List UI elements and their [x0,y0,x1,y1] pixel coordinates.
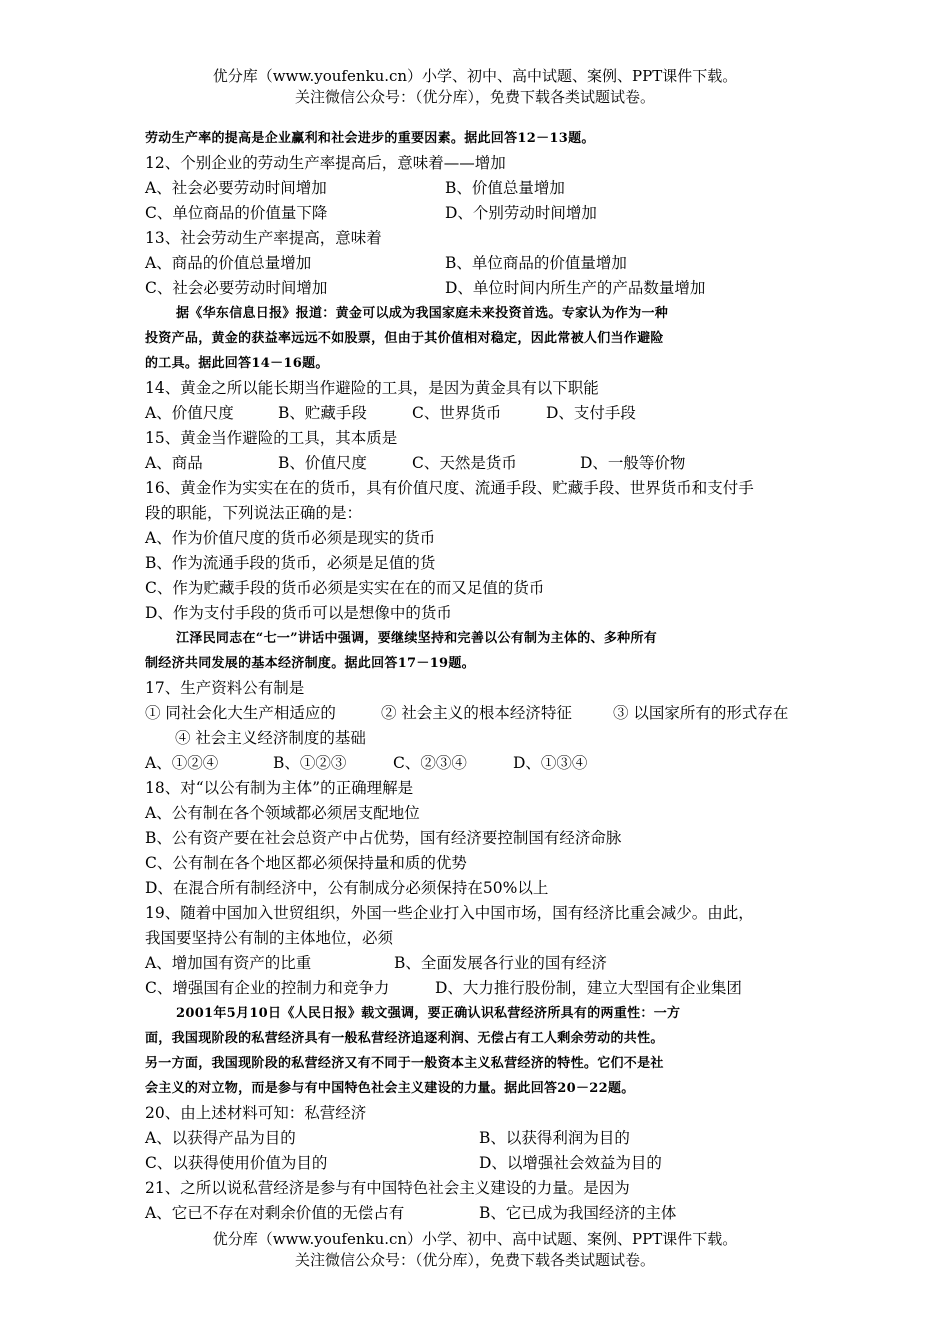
q13-option-a: A、商品的价值总量增加 [145,254,312,272]
q15-option-b: B、价值尺度 [278,454,367,472]
q16-option-c: C、作为贮藏手段的货币必须是实实在在的而又足值的货币 [145,579,545,597]
q21-option-b: B、它已成为我国经济的主体 [479,1204,677,1222]
q17-items-row [145,701,810,726]
q16-stem-line-1: 16、黄金作为实实在在的货币，具有价值尺度、流通手段、贮藏手段、世界货币和支付手 [145,479,754,497]
material-4-line-2: 面，我国现阶段的私营经济具有一般私营经济追逐利润、无偿占有工人剩余劳动的共性。 [145,1031,664,1046]
material-3-line-1: 江泽民同志在“七一”讲话中强调，要继续坚持和完善以公有制为主体的、多种所有 [176,631,658,646]
q19-stem-line-1: 19、随着中国加入世贸组织，外国一些企业打入中国市场，国有经济比重会减少。由此， [145,904,754,922]
q21-stem: 21、之所以说私营经济是参与有中国特色社会主义建设的力量。是因为 [145,1179,630,1197]
q17-item-1: ① 同社会化大生产相适应的 [145,704,336,722]
material-4-line-4: 会主义的对立物，而是参与有中国特色社会主义建设的力量。据此回答20－22题。 [145,1081,635,1096]
q15-option-d: D、一般等价物 [580,454,686,472]
q14-option-d: D、支付手段 [546,404,636,422]
q15-option-a: A、商品 [145,454,203,472]
header-line-2: 关注微信公众号：（优分库），免费下载各类试题试卷。 [294,88,655,106]
q12-row-ab [145,176,810,201]
page-header [0,66,950,108]
q20-row-ab [145,1126,810,1151]
q18-option-d: D、在混合所有制经济中，公有制成分必须保持在50%以上 [145,879,549,897]
q15-options [145,451,810,476]
q16-option-a: A、作为价值尺度的货币必须是现实的货币 [145,529,436,547]
q18-option-b: B、公有资产要在社会总资产中占优势，国有经济要控制国有经济命脉 [145,829,622,847]
q20-option-d: D、以增强社会效益为目的 [479,1154,662,1172]
q14-option-c: C、世界货币 [412,404,502,422]
q13-row-ab [145,251,810,276]
q18-stem: 18、对“以公有制为主体”的正确理解是 [145,779,414,797]
q19-stem-line-2: 我国要坚持公有制的主体地位，必须 [145,929,394,947]
q21-option-a: A、它已不存在对剩余价值的无偿占有 [145,1204,405,1222]
q12-option-c: C、单位商品的价值量下降 [145,204,328,222]
q12-row-cd [145,201,810,226]
q13-option-c: C、社会必要劳动时间增加 [145,279,328,297]
q17-item-3: ③ 以国家所有的形式存在 [613,704,789,722]
q14-option-a: A、价值尺度 [145,404,234,422]
q14-options [145,401,810,426]
q16-option-b: B、作为流通手段的货币，必须是足值的货 [145,554,436,572]
q18-option-c: C、公有制在各个地区都必须保持量和质的优势 [145,854,467,872]
q15-option-c: C、天然是货币 [412,454,517,472]
q19-option-b: B、全面发展各行业的国有经济 [394,954,607,972]
material-4-line-1: 2001年5月10日《人民日报》载文强调，要正确认识私营经济所具有的两重性：一方 [176,1006,681,1021]
q16-stem-line-2: 段的职能，下列说法正确的是： [145,504,363,522]
material-2-line-3: 的工具。据此回答14－16题。 [145,356,329,371]
q19-row-ab [145,951,810,976]
material-4-line-3: 另一方面，我国现阶段的私营经济又有不同于一般资本主义私营经济的特性。它们不是社 [145,1056,664,1071]
q12-option-d: D、个别劳动时间增加 [445,204,597,222]
q12-option-b: B、价值总量增加 [445,179,565,197]
q16-option-d: D、作为支付手段的货币可以是想像中的货币 [145,604,452,622]
q20-stem: 20、由上述材料可知：私营经济 [145,1104,367,1122]
q17-option-c: C、②③④ [393,754,467,772]
material-2-line-2: 投资产品，黄金的获益率远远不如股票，但由于其价值相对稳定，因此常被人们当作避险 [145,331,664,346]
q17-stem: 17、生产资料公有制是 [145,679,305,697]
q21-row-ab [145,1201,810,1226]
q20-option-a: A、以获得产品为目的 [145,1129,296,1147]
q15-stem: 15、黄金当作避险的工具，其本质是 [145,429,398,447]
header-line-1: 优分库（www.youfenku.cn）小学、初中、高中试题、案例、PPT课件下载。 [212,67,738,85]
q17-item-4: ④ 社会主义经济制度的基础 [175,729,366,747]
q19-option-d: D、大力推行股份制，建立大型国有企业集团 [435,979,742,997]
q18-option-a: A、公有制在各个领域都必须居支配地位 [145,804,420,822]
q19-option-a: A、增加国有资产的比重 [145,954,312,972]
q17-option-a: A、①②④ [145,754,219,772]
q17-item-2: ② 社会主义的根本经济特征 [381,704,572,722]
q13-option-b: B、单位商品的价值量增加 [445,254,627,272]
q17-option-b: B、①②③ [273,754,347,772]
q13-stem: 13、社会劳动生产率提高，意味着 [145,229,382,247]
q20-row-cd [145,1151,810,1176]
q13-option-d: D、单位时间内所生产的产品数量增加 [445,279,706,297]
q12-stem: 12、个别企业的劳动生产率提高后，意味着——增加 [145,154,506,172]
footer-line-1: 优分库（www.youfenku.cn）小学、初中、高中试题、案例、PPT课件下载。 [212,1230,738,1248]
footer-line-2: 关注微信公众号：（优分库），免费下载各类试题试卷。 [294,1251,655,1269]
material-1: 劳动生产率的提高是企业赢利和社会进步的重要因素。据此回答12－13题。 [145,131,595,146]
q14-option-b: B、贮藏手段 [278,404,367,422]
q17-options [145,751,810,776]
material-3-line-2: 制经济共同发展的基本经济制度。据此回答17－19题。 [145,656,475,671]
q13-row-cd [145,276,810,301]
q19-row-cd [145,976,810,1001]
page-footer [0,1229,950,1271]
q20-option-c: C、以获得使用价值为目的 [145,1154,328,1172]
q17-option-d: D、①③④ [513,754,588,772]
q14-stem: 14、黄金之所以能长期当作避险的工具，是因为黄金具有以下职能 [145,379,599,397]
material-2-line-1: 据《华东信息日报》报道：黄金可以成为我国家庭未来投资首选。专家认为作为一种 [176,306,669,321]
exam-content [145,126,810,1226]
q12-option-a: A、社会必要劳动时间增加 [145,179,327,197]
q20-option-b: B、以获得利润为目的 [479,1129,630,1147]
q19-option-c: C、增强国有企业的控制力和竞争力 [145,979,390,997]
